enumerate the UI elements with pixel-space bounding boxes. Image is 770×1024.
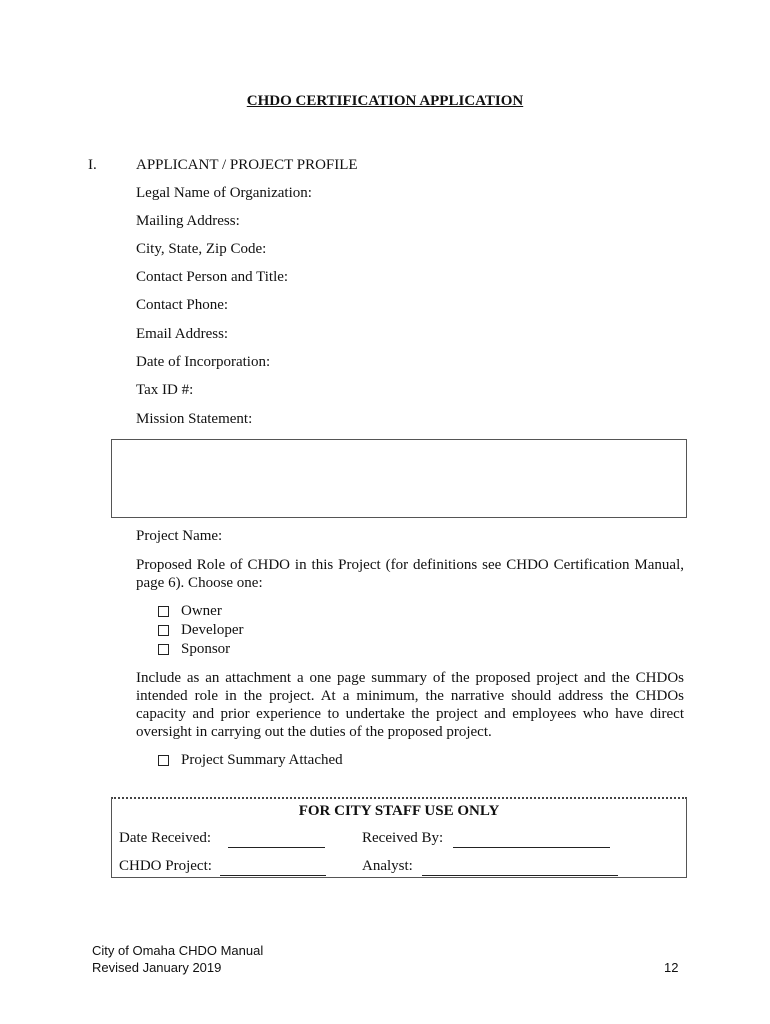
option-sponsor[interactable] [158,641,230,658]
checkbox-icon[interactable] [158,625,169,636]
mission-statement-label: Mission Statement: [136,411,253,427]
summary-attached-label: Project Summary Attached [181,752,343,768]
contact-person-label: Contact Person and Title: [136,269,289,285]
page-number: 12 [664,960,679,975]
summary-attached-option[interactable] [158,752,343,769]
analyst-label: Analyst: [362,858,413,874]
city-state-zip-label: City, State, Zip Code: [136,241,267,257]
staff-use-box [111,797,687,878]
legal-name-label: Legal Name of Organization: [136,185,312,201]
option-developer[interactable] [158,622,243,639]
mailing-address-label: Mailing Address: [136,213,240,229]
date-received-label: Date Received: [119,830,212,846]
checkbox-icon[interactable] [158,755,169,766]
received-by-label: Received By: [362,830,444,846]
incorporation-date-label: Date of Incorporation: [136,354,271,370]
chdo-project-line[interactable] [220,875,326,876]
attachment-instructions: Include as an attachment a one page summary of the proposed project and the CHDOs intended role in the project. At a minimum, the narrative should address the CHDOs capacity and prior experience to undertake the project and employees who have direct oversight in carrying out the duties of the proposed project. [136,670,684,740]
option-owner[interactable] [158,603,222,620]
role-prompt: Proposed Role of CHDO in this Project (for definitions see CHDO Certification Manual, page 6). Choose one: [136,557,684,591]
date-received-line[interactable] [228,847,325,848]
checkbox-icon[interactable] [158,606,169,617]
page-title: CHDO CERTIFICATION APPLICATION [246,93,524,109]
project-name-label: Project Name: [136,528,223,544]
option-sponsor-label: Sponsor [181,641,231,657]
footer-manual: City of Omaha CHDO Manual [92,943,264,958]
option-owner-label: Owner [181,603,222,619]
option-developer-label: Developer [181,622,244,638]
footer-revised: Revised January 2019 [92,960,222,975]
chdo-project-label: CHDO Project: [119,858,212,874]
section-number: I. [88,157,97,173]
received-by-line[interactable] [453,847,610,848]
analyst-line[interactable] [422,875,618,876]
section-title: APPLICANT / PROJECT PROFILE [136,157,358,173]
email-address-label: Email Address: [136,326,229,342]
contact-phone-label: Contact Phone: [136,297,229,313]
tax-id-label: Tax ID #: [136,382,194,398]
staff-box-title: FOR CITY STAFF USE ONLY [298,803,500,819]
checkbox-icon[interactable] [158,644,169,655]
mission-statement-box[interactable] [111,439,687,518]
